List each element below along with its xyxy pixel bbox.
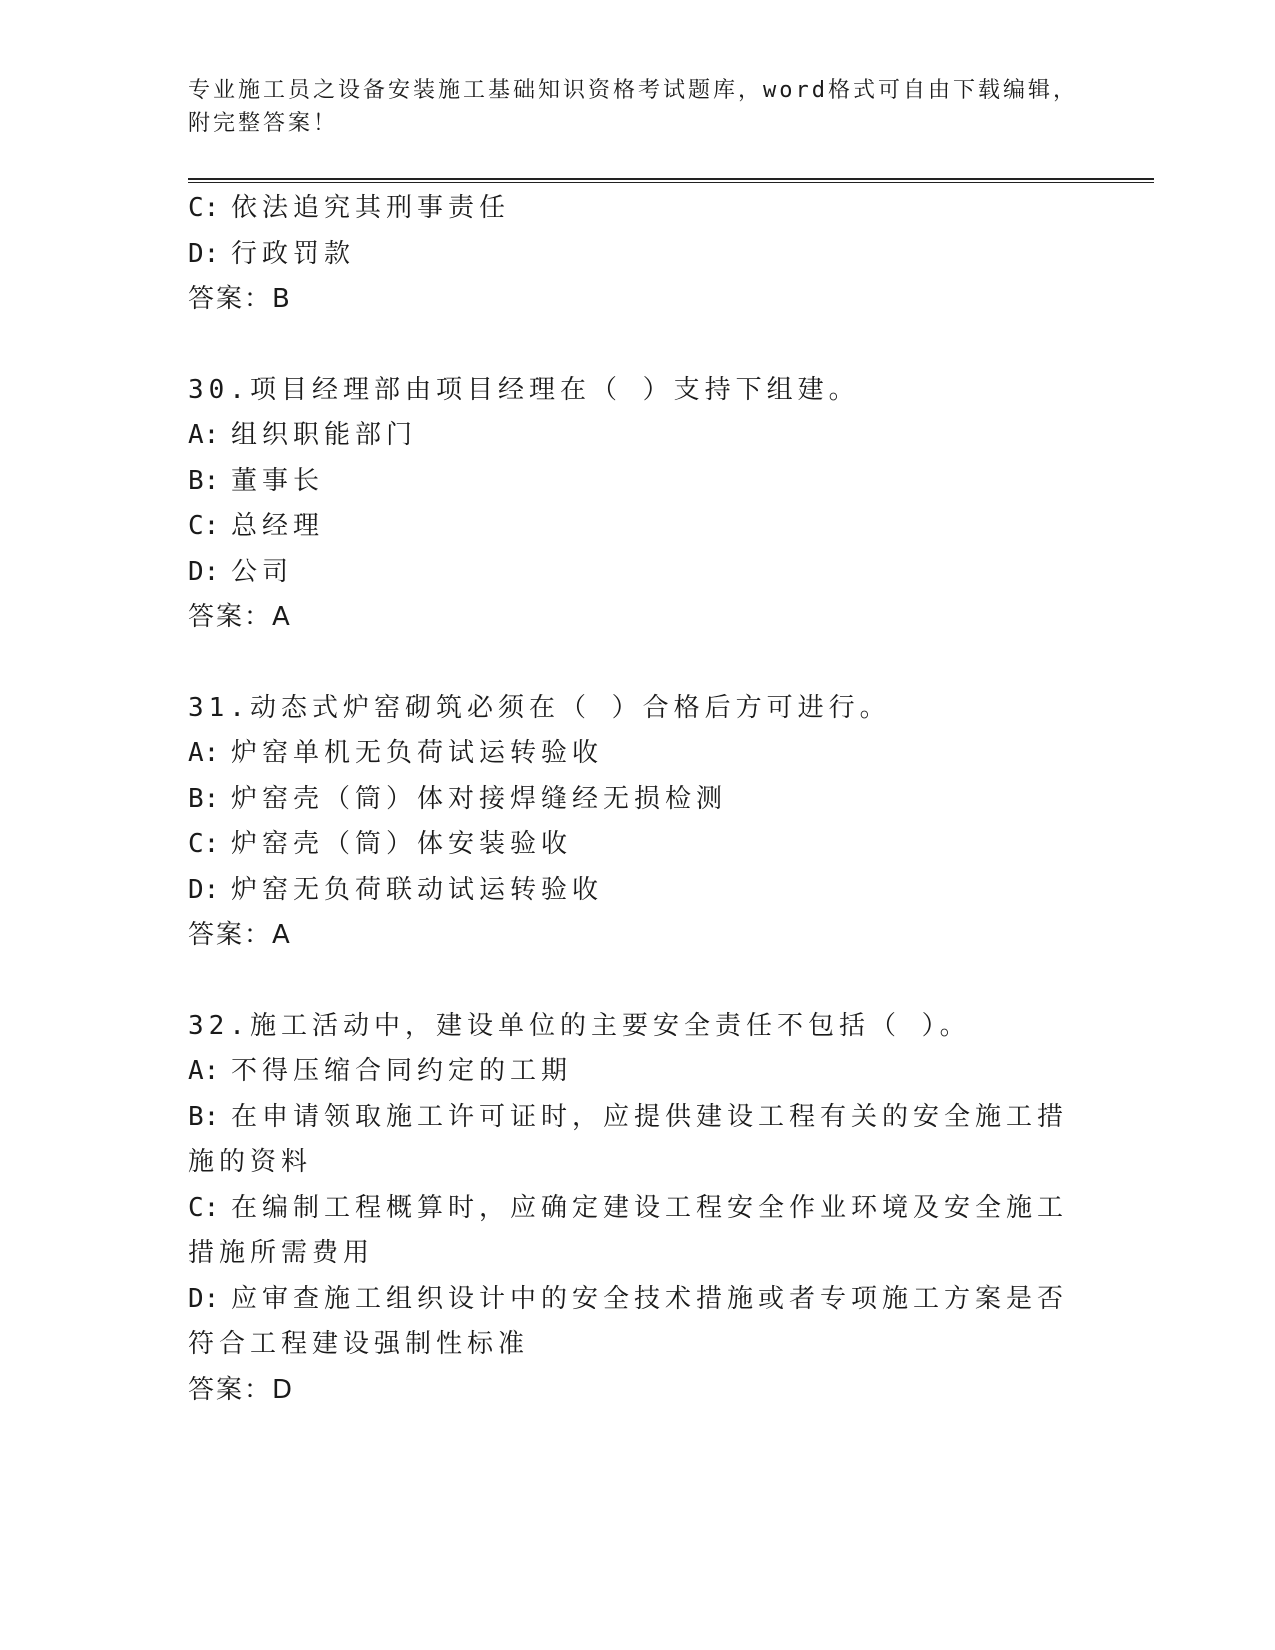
question-stem: 31.动态式炉窑砌筑必须在（ ）合格后方可进行。 xyxy=(188,692,891,723)
option-b xyxy=(188,459,1088,505)
header-divider xyxy=(188,178,1154,183)
option-text: 公司 xyxy=(231,556,294,587)
document-header xyxy=(188,74,1088,140)
option-letter: D: xyxy=(188,1283,220,1314)
option-b xyxy=(188,777,1088,823)
option-text: 董事长 xyxy=(231,465,325,496)
option-b xyxy=(188,1095,1088,1186)
option-letter: D: xyxy=(188,874,220,905)
answer-line: 答案：B xyxy=(188,284,292,314)
option-d xyxy=(188,232,1088,278)
option-letter: B: xyxy=(188,783,220,814)
header-line-2: 附完整答案！ xyxy=(188,111,339,136)
header-line-1: 专业施工员之设备安装施工基础知识资格考试题库，word格式可自由下载编辑， xyxy=(188,78,1078,103)
option-letter: C: xyxy=(188,829,220,859)
option-text: 组织职能部门 xyxy=(231,420,418,450)
answer-line: 答案：D xyxy=(188,1374,295,1405)
option-c xyxy=(188,504,1088,550)
option-a xyxy=(188,731,1088,777)
option-letter: C: xyxy=(188,511,220,541)
option-text: 应审查施工组织设计中的安全技术措施或者专项施工方案是否符合工程建设强制性标准 xyxy=(188,1283,1069,1359)
option-letter: C: xyxy=(188,1192,220,1223)
option-c xyxy=(188,822,1088,868)
option-d xyxy=(188,868,1088,914)
option-c xyxy=(188,1186,1088,1277)
option-text: 在编制工程概算时，应确定建设工程安全作业环境及安全施工措施所需费用 xyxy=(188,1192,1069,1268)
question-30 xyxy=(188,368,1088,641)
option-a xyxy=(188,413,1088,459)
option-d xyxy=(188,1277,1088,1368)
option-text: 总经理 xyxy=(231,511,325,541)
option-text: 炉窑单机无负荷试运转验收 xyxy=(231,738,604,768)
question-fragment xyxy=(188,186,1088,323)
answer-line: 答案：A xyxy=(188,920,292,950)
answer-line: 答案：A xyxy=(188,602,292,632)
option-letter: D: xyxy=(188,556,220,587)
option-letter: A: xyxy=(188,738,220,768)
option-letter: C: xyxy=(188,193,220,223)
question-stem: 30.项目经理部由项目经理在（ ）支持下组建。 xyxy=(188,374,860,405)
option-letter: D: xyxy=(188,238,220,269)
option-letter: A: xyxy=(188,1056,220,1086)
option-c xyxy=(188,186,1088,232)
option-letter: A: xyxy=(188,420,220,450)
option-letter: B: xyxy=(188,465,220,496)
option-text: 不得压缩合同约定的工期 xyxy=(231,1056,573,1086)
option-text: 依法追究其刑事责任 xyxy=(231,193,511,223)
question-stem: 32.施工活动中，建设单位的主要安全责任不包括（ ）。 xyxy=(188,1010,971,1041)
option-letter: B: xyxy=(188,1101,220,1132)
question-31 xyxy=(188,686,1088,959)
question-list xyxy=(188,186,1088,1413)
option-a xyxy=(188,1049,1088,1095)
option-text: 炉窑壳（筒）体安装验收 xyxy=(231,829,573,859)
option-text: 行政罚款 xyxy=(231,238,356,269)
option-text: 炉窑壳（筒）体对接焊缝经无损检测 xyxy=(231,783,728,814)
question-32 xyxy=(188,1004,1088,1414)
option-text: 在申请领取施工许可证时，应提供建设工程有关的安全施工措施的资料 xyxy=(188,1101,1069,1177)
option-d xyxy=(188,550,1088,596)
option-text: 炉窑无负荷联动试运转验收 xyxy=(231,874,604,905)
